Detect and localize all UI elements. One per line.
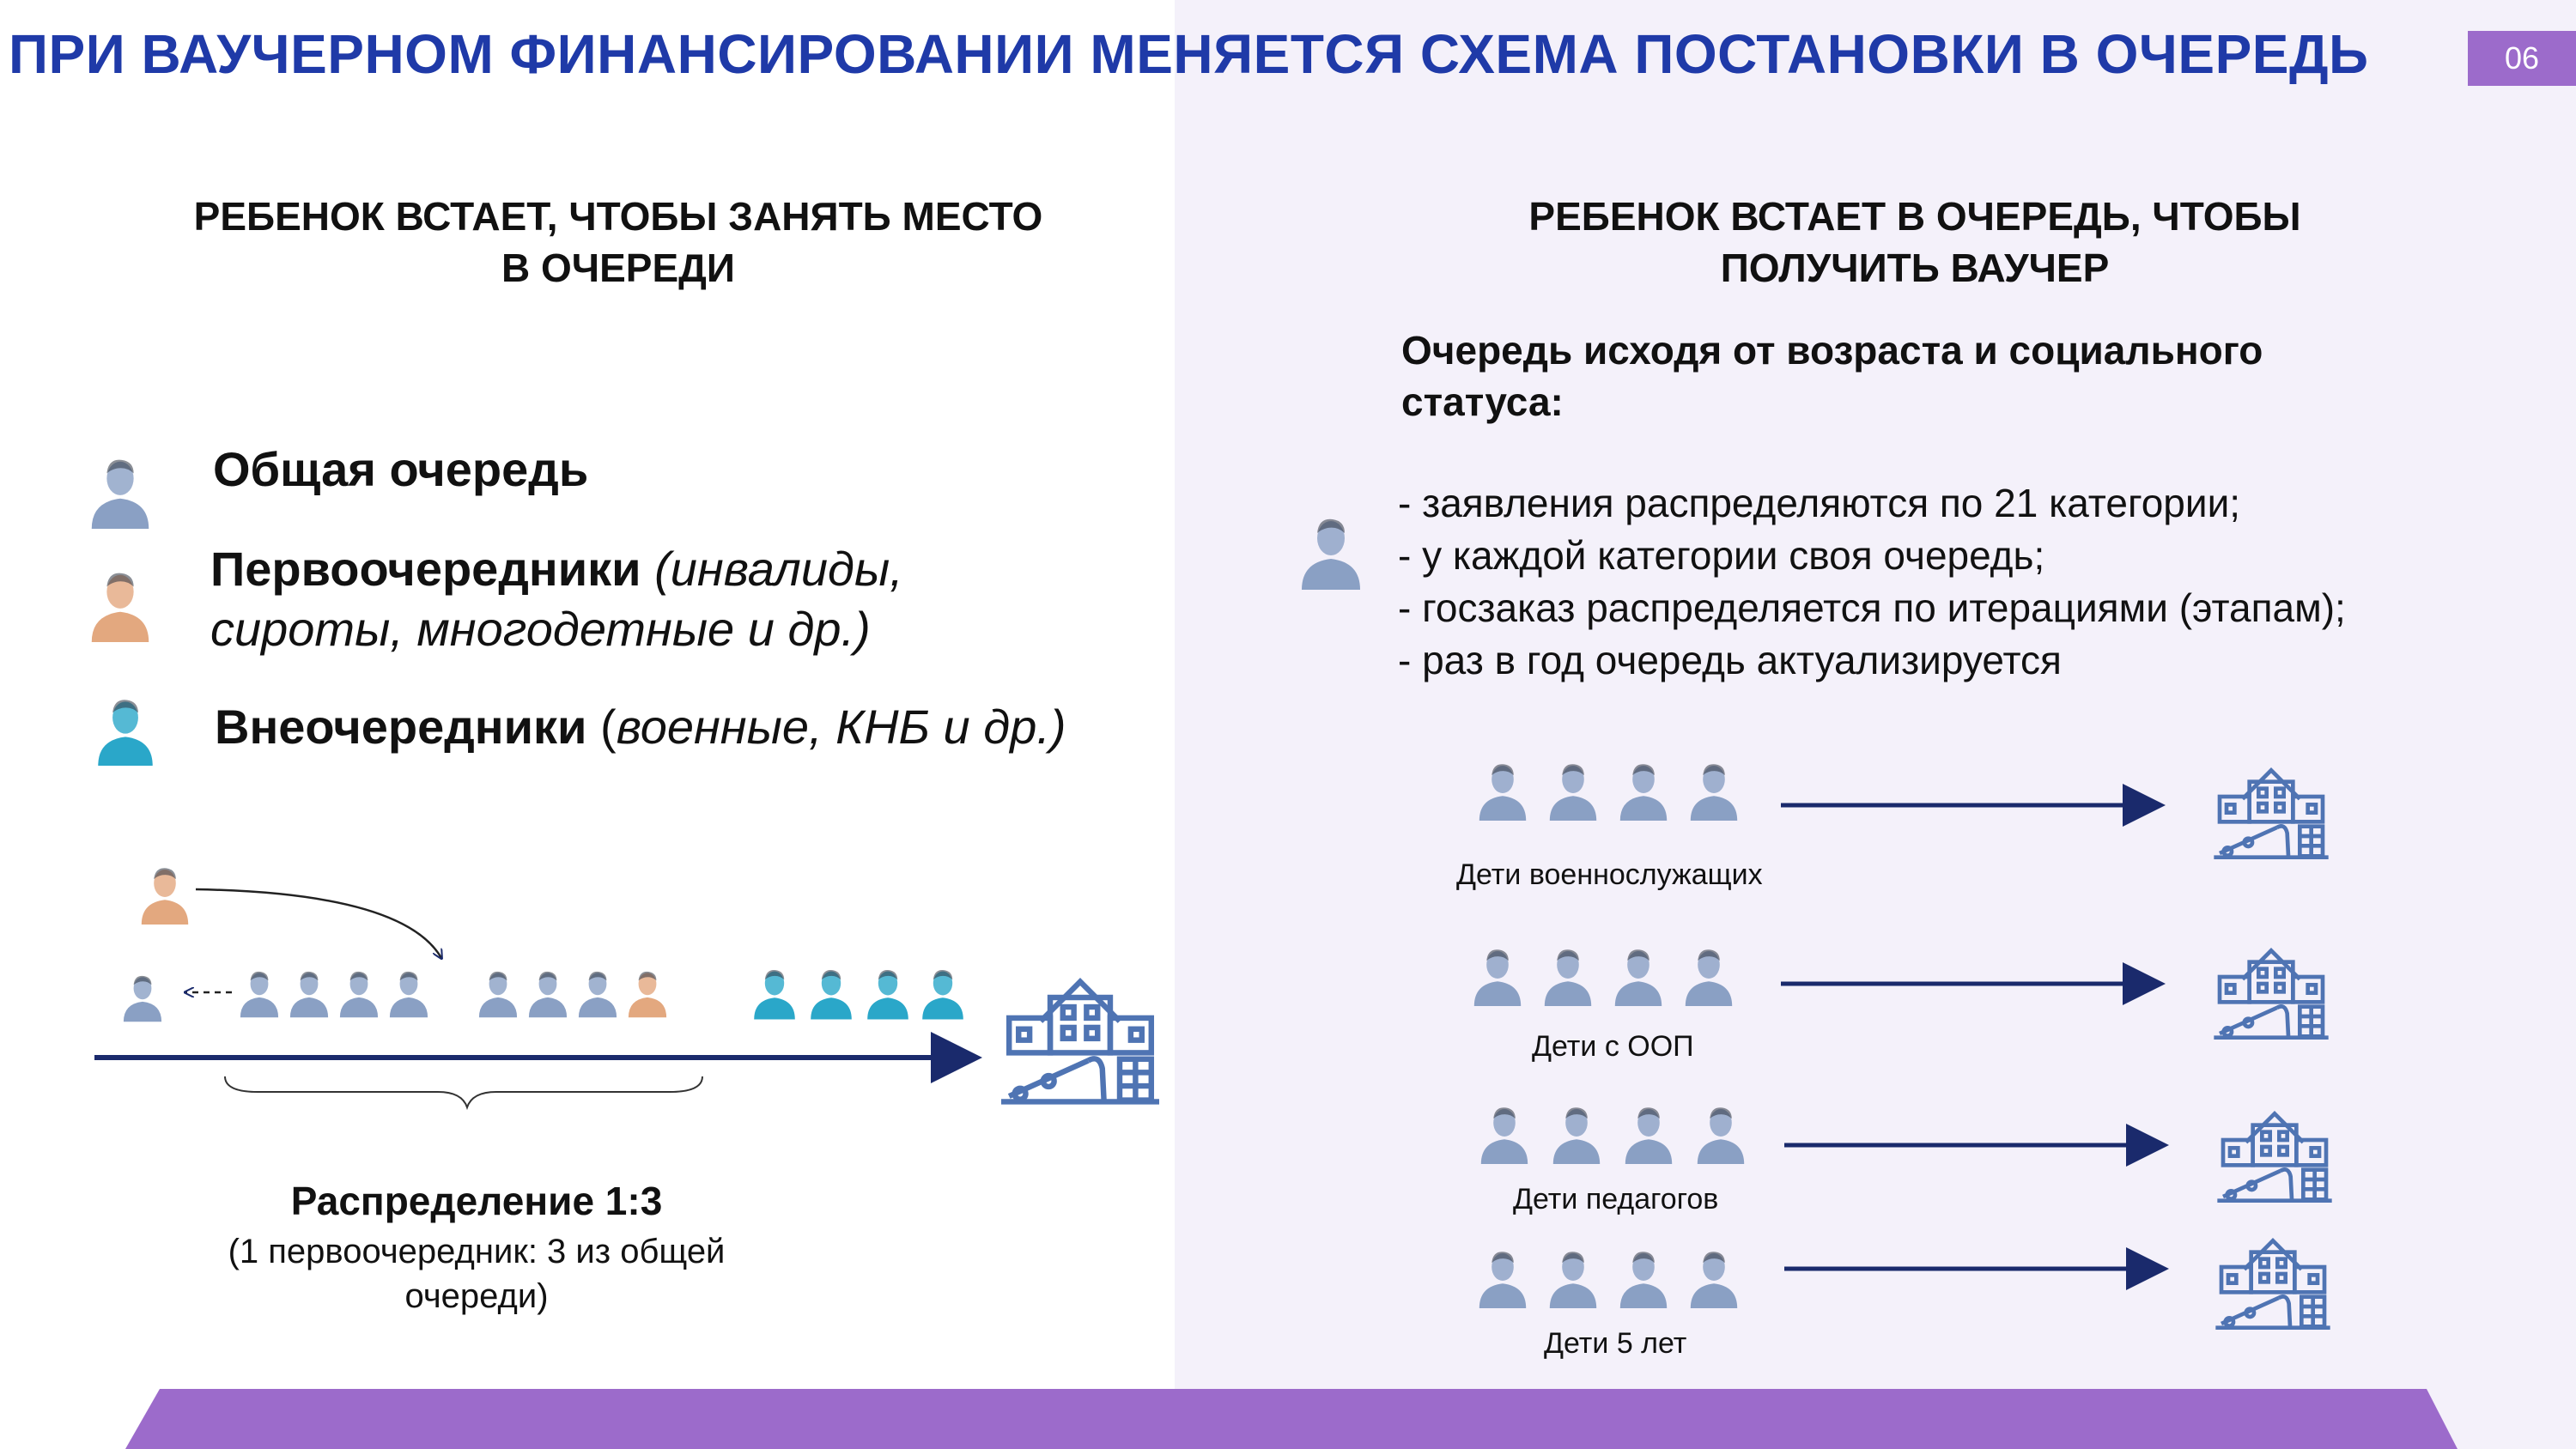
- right-heading-line1: РЕБЕНОК ВСТАЕТ В ОЧЕРЕДЬ, ЧТОБЫ: [1528, 194, 2301, 239]
- legend-out-of-turn-note: военные, КНБ и др.): [616, 700, 1066, 754]
- category-person-icon: [1475, 1243, 1530, 1312]
- category-person-icon: [1546, 755, 1601, 824]
- left-heading-line2: В ОЧЕРЕДИ: [501, 246, 735, 290]
- category-person-icon: [1611, 941, 1666, 1009]
- category-label-ood: Дети с ООП: [1532, 1030, 1694, 1063]
- legend-priority-note-line1: (инвалиды,: [654, 542, 903, 596]
- legend-general-label: Общая очередь: [213, 442, 589, 496]
- legend-out-of-turn-label: Внеочередники: [215, 700, 587, 754]
- right-subheading-line2: статуса:: [1401, 379, 1564, 424]
- category-person-icon: [1470, 941, 1525, 1009]
- bottom-decorative-band: [0, 1389, 2576, 1449]
- category-person-icon: [1686, 1243, 1741, 1312]
- category-person-icon: [1693, 1099, 1748, 1167]
- rule-item: - раз в год очередь актуализируется: [1398, 638, 2062, 682]
- kindergarten-building-icon: [2203, 1102, 2346, 1205]
- category-person-icon: [1540, 941, 1595, 1009]
- category-person-icon: [1681, 941, 1736, 1009]
- rule-item: - у каждой категории своя очередь;: [1398, 533, 2045, 578]
- page-title: ПРИ ВАУЧЕРНОМ ФИНАНСИРОВАНИИ МЕНЯЕТСЯ СХЕМА ПОСТАНОВКИ В ОЧЕРЕДЬ: [9, 23, 2369, 85]
- distribution-title: Распределение 1:3: [290, 1179, 663, 1223]
- category-person-icon: [1616, 755, 1671, 824]
- kindergarten-building-icon: [2202, 1229, 2344, 1332]
- category-label-military: Дети военнослужащих: [1456, 858, 1763, 891]
- rule-item: - госзаказ распределяется по итерациями (этапам);: [1398, 585, 2346, 630]
- category-person-icon: [1621, 1099, 1676, 1167]
- distribution-note-line1: (1 первоочередник: 3 из общей: [228, 1233, 726, 1270]
- category-label-age5: Дети 5 лет: [1544, 1327, 1687, 1360]
- rule-item: - заявления распределяются по 21 категории;: [1398, 481, 2241, 525]
- right-subheading-line1: Очередь исходя от возраста и социального: [1401, 328, 2263, 373]
- legend-priority-label: Первоочередники: [210, 542, 641, 596]
- kindergarten-building-icon: [2200, 759, 2342, 862]
- category-person-icon: [1475, 755, 1530, 824]
- category-person-icon: [1616, 1243, 1671, 1312]
- page-number-badge: 06: [2468, 31, 2576, 86]
- category-label-teachers: Дети педагогов: [1513, 1183, 1719, 1216]
- category-person-icon: [1549, 1099, 1604, 1167]
- kindergarten-building-icon: [2200, 939, 2342, 1042]
- right-heading-line2: ПОЛУЧИТЬ ВАУЧЕР: [1720, 246, 2110, 290]
- left-heading-line1: РЕБЕНОК ВСТАЕТ, ЧТОБЫ ЗАНЯТЬ МЕСТО: [193, 194, 1043, 239]
- category-person-icon: [1477, 1099, 1532, 1167]
- category-person-icon: [1546, 1243, 1601, 1312]
- legend-out-of-turn-open-paren: (: [600, 700, 617, 754]
- category-person-icon: [1686, 755, 1741, 824]
- distribution-note-line2: очереди): [404, 1277, 549, 1315]
- legend-priority-note-line2: сироты, многодетные и др.): [210, 602, 871, 656]
